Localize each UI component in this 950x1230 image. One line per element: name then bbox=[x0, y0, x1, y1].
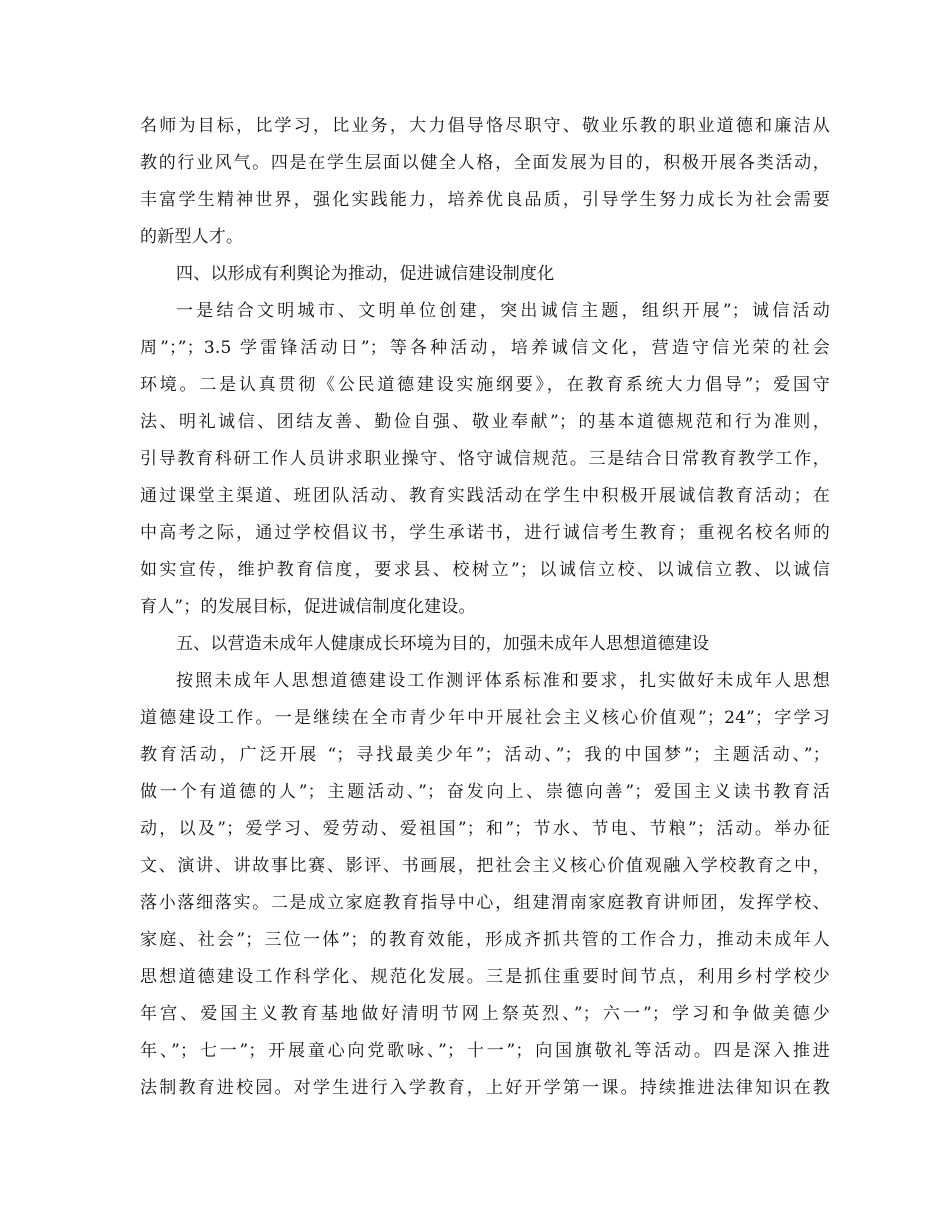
text-line: 教的行业风气。四是在学生层面以健全人格，全面发展为目的，积极开展各类活动， bbox=[140, 153, 830, 173]
text-line: 通过课堂主渠道、班团队活动、教育实践活动在学生中积极开展诚信教育活动；在 bbox=[140, 486, 830, 506]
text-line: 中高考之际，通过学校倡议书，学生承诺书，进行诚信考生教育；重视名校名师的 bbox=[140, 523, 830, 543]
text-line: 年、”；七一”；开展童心向党歌咏、”；十一”；向国旗敬礼等活动。四是深入推进 bbox=[140, 1041, 830, 1061]
section-heading: 四、以形成有利舆论为推动，促进诚信建设制度化 bbox=[176, 264, 555, 284]
text-line: 如实宣传，维护教育信度，要求县、校树立”；以诚信立校、以诚信立教、以诚信 bbox=[140, 560, 830, 580]
text-line: 教育活动，广泛开展 “；寻找最美少年”；活动、”；我的中国梦”；主题活动、”； bbox=[140, 745, 830, 765]
text-line: 丰富学生精神世界，强化实践能力，培养优良品质，引导学生努力成长为社会需要 bbox=[140, 190, 830, 210]
text-line: 道德建设工作。一是继续在全市青少年中开展社会主义核心价值观”；24”；字学习 bbox=[140, 708, 830, 728]
text-line: 育人”；的发展目标，促进诚信制度化建设。 bbox=[140, 597, 476, 617]
text-line: 思想道德建设工作科学化、规范化发展。三是抓住重要时间节点，利用乡村学校少 bbox=[140, 967, 830, 987]
text-line: 动，以及”；爱学习、爱劳动、爱祖国”；和”；节水、节电、节粮”；活动。举办征 bbox=[140, 819, 830, 839]
text-line: 一是结合文明城市、文明单位创建，突出诚信主题，组织开展”；诚信活动 bbox=[176, 301, 830, 321]
text-line: 法、明礼诚信、团结友善、勤俭自强、敬业奉献”；的基本道德规范和行为准则， bbox=[140, 412, 830, 432]
text-line: 周”；”；3.5 学雷锋活动日”；等各种活动，培养诚信文化，营造守信光荣的社会 bbox=[140, 338, 830, 358]
text-line: 按照未成年人思想道德建设工作测评体系标准和要求，扎实做好未成年人思想 bbox=[176, 671, 830, 691]
text-line: 名师为目标，比学习，比业务，大力倡导恪尽职守、敬业乐教的职业道德和廉洁从 bbox=[140, 116, 830, 136]
section-heading: 五、以营造未成年人健康成长环境为目的，加强未成年人思想道德建设 bbox=[176, 634, 710, 654]
text-line: 做一个有道德的人”；主题活动、”；奋发向上、崇德向善”；爱国主义读书教育活 bbox=[140, 782, 830, 802]
text-line: 年宫、爱国主义教育基地做好清明节网上祭英烈、”；六一”；学习和争做美德少 bbox=[140, 1004, 830, 1024]
text-line: 家庭、社会”；三位一体”；的教育效能，形成齐抓共管的工作合力，推动未成年人 bbox=[140, 930, 830, 950]
text-line: 法制教育进校园。对学生进行入学教育，上好开学第一课。持续推进法律知识在教 bbox=[140, 1078, 830, 1098]
text-line: 落小落细落实。二是成立家庭教育指导中心，组建渭南家庭教育讲师团，发挥学校、 bbox=[140, 893, 830, 913]
text-line: 的新型人才。 bbox=[140, 227, 244, 247]
text-line: 引导教育科研工作人员讲求职业操守、恪守诚信规范。三是结合日常教育教学工作， bbox=[140, 449, 830, 469]
text-line: 文、演讲、讲故事比赛、影评、书画展，把社会主义核心价值观融入学校教育之中， bbox=[140, 856, 830, 876]
text-line: 环境。二是认真贯彻《公民道德建设实施纲要》，在教育系统大力倡导”；爱国守 bbox=[140, 375, 830, 395]
